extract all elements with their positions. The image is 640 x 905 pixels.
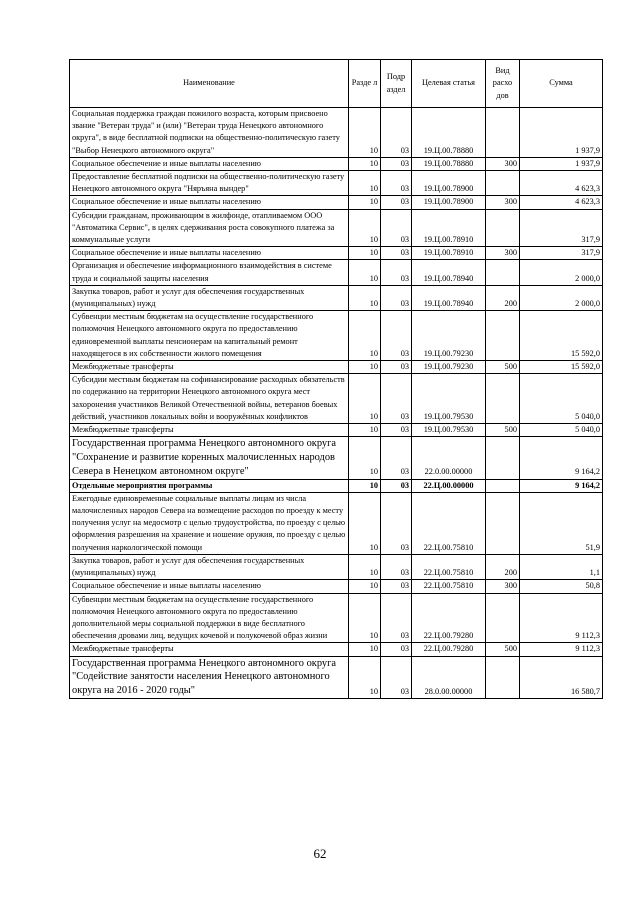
row-name-cell: Субвенции местным бюджетам на осуществление государственного полномочия Ненецкого автономного округа по предоставлению единовременной выплаты пенсионерам на капитальный ремонт находящегося в их собственности жилого помещения: [70, 311, 349, 361]
row-vid-cell: [486, 171, 520, 196]
row-sum-cell: 1 937,9: [520, 157, 603, 170]
row-razdel-cell: 10: [349, 260, 381, 285]
row-podrazdel-cell: 03: [381, 437, 412, 479]
row-name-cell: Ежегодные единовременные социальные выплаты лицам из числа малочисленных народов Севера на возмещение расходов по проезду к месту получения услуг на медосмотр с целью трудоустройства, по проезду с целью оформления разрешения на хранение и ношение оружия, по проезду с целью получения наркологической помощи: [70, 492, 349, 554]
row-target-cell: 22.0.00.00000: [412, 437, 486, 479]
row-sum-cell: 9 112,3: [520, 643, 603, 656]
row-podrazdel-cell: 03: [381, 260, 412, 285]
row-name-cell: Государственная программа Ненецкого автономного округа "Содействие занятости населения Ненецкого автономного округа на 2016 - 2020 годы": [70, 656, 349, 698]
row-razdel-cell: 10: [349, 311, 381, 361]
row-razdel-cell: 10: [349, 424, 381, 437]
row-target-cell: 19.Ц.00.79230: [412, 361, 486, 374]
row-target-cell: 22.Ц.00.00000: [412, 479, 486, 492]
row-sum-cell: 50,8: [520, 580, 603, 593]
table-row: [70, 157, 603, 170]
row-target-cell: 22.Ц.00.75810: [412, 492, 486, 554]
row-vid-cell: [486, 260, 520, 285]
row-target-cell: 22.Ц.00.79280: [412, 643, 486, 656]
row-razdel-cell: 10: [349, 580, 381, 593]
row-name-cell: Закупка товаров, работ и услуг для обеспечения государственных (муниципальных) нужд: [70, 285, 349, 310]
row-podrazdel-cell: 03: [381, 479, 412, 492]
row-podrazdel-cell: 03: [381, 374, 412, 424]
row-name-cell: Социальное обеспечение и иные выплаты населению: [70, 157, 349, 170]
row-name-cell: Субвенции местным бюджетам на осуществление государственного полномочия Ненецкого автономного округа по предоставлению дополнительной меры социальной поддержки в виде бесплатного обеспечения дровами лиц, ведущих кочевой и полукочевой образ жизни: [70, 593, 349, 643]
row-podrazdel-cell: 03: [381, 554, 412, 579]
row-vid-cell: 300: [486, 580, 520, 593]
row-target-cell: 19.Ц.00.78880: [412, 108, 486, 158]
row-name-cell: Отдельные мероприятия программы: [70, 479, 349, 492]
header-razdel: Разде л: [349, 60, 381, 108]
row-sum-cell: 15 592,0: [520, 311, 603, 361]
page-number: 62: [313, 846, 327, 861]
row-target-cell: 22.Ц.00.75810: [412, 554, 486, 579]
row-vid-cell: 300: [486, 196, 520, 209]
row-name-cell: Социальное обеспечение и иные выплаты населению: [70, 247, 349, 260]
row-podrazdel-cell: 03: [381, 656, 412, 698]
row-vid-cell: 200: [486, 285, 520, 310]
budget-table: [69, 59, 603, 699]
row-vid-cell: 500: [486, 361, 520, 374]
row-vid-cell: [486, 108, 520, 158]
row-sum-cell: 9 164,2: [520, 479, 603, 492]
row-podrazdel-cell: 03: [381, 593, 412, 643]
row-vid-cell: [486, 374, 520, 424]
row-name-cell: Предоставление бесплатной подписки на общественно-политическую газету Ненецкого автономного округа "Няръяна вындер": [70, 171, 349, 196]
row-vid-cell: 500: [486, 424, 520, 437]
row-name-cell: Субсидии гражданам, проживающим в жилфонде, отапливаемом ООО "Автоматика Сервис", в целях сдерживания роста совокупного платежа за коммунальные услуги: [70, 209, 349, 247]
header-podrazdel: Подр аздел: [381, 60, 412, 108]
row-sum-cell: 4 623,3: [520, 196, 603, 209]
row-target-cell: 28.0.00.00000: [412, 656, 486, 698]
table-row: [70, 196, 603, 209]
row-razdel-cell: 10: [349, 492, 381, 554]
row-sum-cell: 4 623,3: [520, 171, 603, 196]
row-target-cell: 19.Ц.00.78900: [412, 171, 486, 196]
row-podrazdel-cell: 03: [381, 424, 412, 437]
row-sum-cell: 15 592,0: [520, 361, 603, 374]
row-razdel-cell: 10: [349, 554, 381, 579]
row-podrazdel-cell: 03: [381, 196, 412, 209]
table-row: [70, 479, 603, 492]
table-row: [70, 374, 603, 424]
table-row: [70, 580, 603, 593]
table-header-row: [70, 60, 603, 108]
row-sum-cell: 9 112,3: [520, 593, 603, 643]
row-target-cell: 19.Ц.00.78880: [412, 157, 486, 170]
table-row: [70, 593, 603, 643]
table-row: [70, 108, 603, 158]
row-name-cell: Межбюджетные трансферты: [70, 361, 349, 374]
row-target-cell: 19.Ц.00.78910: [412, 247, 486, 260]
header-name: Наименование: [70, 60, 349, 108]
row-podrazdel-cell: 03: [381, 157, 412, 170]
row-sum-cell: 317,9: [520, 209, 603, 247]
row-razdel-cell: 10: [349, 157, 381, 170]
table-row: [70, 361, 603, 374]
row-podrazdel-cell: 03: [381, 643, 412, 656]
row-razdel-cell: 10: [349, 479, 381, 492]
row-sum-cell: 16 580,7: [520, 656, 603, 698]
row-name-cell: Социальное обеспечение и иные выплаты населению: [70, 580, 349, 593]
row-razdel-cell: 10: [349, 285, 381, 310]
row-target-cell: 22.Ц.00.79280: [412, 593, 486, 643]
row-razdel-cell: 10: [349, 196, 381, 209]
header-sum: Сумма: [520, 60, 603, 108]
row-razdel-cell: 10: [349, 656, 381, 698]
row-podrazdel-cell: 03: [381, 311, 412, 361]
row-name-cell: Социальное обеспечение и иные выплаты населению: [70, 196, 349, 209]
header-target: Целевая статья: [412, 60, 486, 108]
row-podrazdel-cell: 03: [381, 361, 412, 374]
row-sum-cell: 1 937,9: [520, 108, 603, 158]
table-row: [70, 171, 603, 196]
row-razdel-cell: 10: [349, 593, 381, 643]
row-vid-cell: 500: [486, 643, 520, 656]
row-vid-cell: [486, 209, 520, 247]
row-razdel-cell: 10: [349, 361, 381, 374]
table-row: [70, 643, 603, 656]
row-razdel-cell: 10: [349, 374, 381, 424]
row-podrazdel-cell: 03: [381, 285, 412, 310]
table-row: [70, 247, 603, 260]
row-target-cell: 19.Ц.00.79530: [412, 374, 486, 424]
row-razdel-cell: 10: [349, 171, 381, 196]
row-target-cell: 19.Ц.00.78940: [412, 260, 486, 285]
row-razdel-cell: 10: [349, 108, 381, 158]
row-vid-cell: [486, 656, 520, 698]
row-podrazdel-cell: 03: [381, 209, 412, 247]
row-target-cell: 19.Ц.00.78900: [412, 196, 486, 209]
row-name-cell: Государственная программа Ненецкого автономного округа "Сохранение и развитие коренных малочисленных народов Севера в Ненецком автономном округе": [70, 437, 349, 479]
table-row: [70, 285, 603, 310]
row-razdel-cell: 10: [349, 209, 381, 247]
row-podrazdel-cell: 03: [381, 108, 412, 158]
row-target-cell: 22.Ц.00.75810: [412, 580, 486, 593]
row-razdel-cell: 10: [349, 643, 381, 656]
row-sum-cell: 317,9: [520, 247, 603, 260]
row-target-cell: 19.Ц.00.79530: [412, 424, 486, 437]
row-name-cell: Закупка товаров, работ и услуг для обеспечения государственных (муниципальных) нужд: [70, 554, 349, 579]
table-row: [70, 260, 603, 285]
row-sum-cell: 2 000,0: [520, 285, 603, 310]
table-row: [70, 437, 603, 479]
table-row: [70, 424, 603, 437]
table-row: [70, 311, 603, 361]
row-podrazdel-cell: 03: [381, 492, 412, 554]
row-razdel-cell: 10: [349, 437, 381, 479]
header-vid: Вид расхо дов: [486, 60, 520, 108]
row-name-cell: Социальная поддержка граждан пожилого возраста, которым присвоено звание "Ветеран труда" и (или) "Ветеран труда Ненецкого автономного округа", в виде бесплатной подписки на общественно-политическую газету "Выбор Ненецкого автономного округа": [70, 108, 349, 158]
row-target-cell: 19.Ц.00.78910: [412, 209, 486, 247]
row-name-cell: Организация и обеспечение информационного взаимодействия в системе труда и социальной защиты населения: [70, 260, 349, 285]
row-vid-cell: [486, 593, 520, 643]
table-row: [70, 656, 603, 698]
row-target-cell: 19.Ц.00.79230: [412, 311, 486, 361]
table-body: [70, 108, 603, 699]
table-row: [70, 554, 603, 579]
row-vid-cell: [486, 437, 520, 479]
row-name-cell: Межбюджетные трансферты: [70, 424, 349, 437]
row-vid-cell: 300: [486, 247, 520, 260]
row-vid-cell: [486, 311, 520, 361]
row-podrazdel-cell: 03: [381, 580, 412, 593]
row-sum-cell: 51,9: [520, 492, 603, 554]
row-podrazdel-cell: 03: [381, 247, 412, 260]
row-name-cell: Субсидии местным бюджетам на софинансирование расходных обязательств по содержанию на территории Ненецкого автономного округа мест захоронения участников Великой Отечественной войны, ветеранов боевых действий, участников локальных войн и вооружённых конфликтов: [70, 374, 349, 424]
row-vid-cell: 300: [486, 157, 520, 170]
row-target-cell: 19.Ц.00.78940: [412, 285, 486, 310]
row-sum-cell: 5 040,0: [520, 424, 603, 437]
row-sum-cell: 1,1: [520, 554, 603, 579]
row-sum-cell: 5 040,0: [520, 374, 603, 424]
row-razdel-cell: 10: [349, 247, 381, 260]
row-vid-cell: 200: [486, 554, 520, 579]
row-vid-cell: [486, 492, 520, 554]
row-podrazdel-cell: 03: [381, 171, 412, 196]
table-row: [70, 492, 603, 554]
row-vid-cell: [486, 479, 520, 492]
row-sum-cell: 2 000,0: [520, 260, 603, 285]
row-name-cell: Межбюджетные трансферты: [70, 643, 349, 656]
row-sum-cell: 9 164,2: [520, 437, 603, 479]
table-row: [70, 209, 603, 247]
